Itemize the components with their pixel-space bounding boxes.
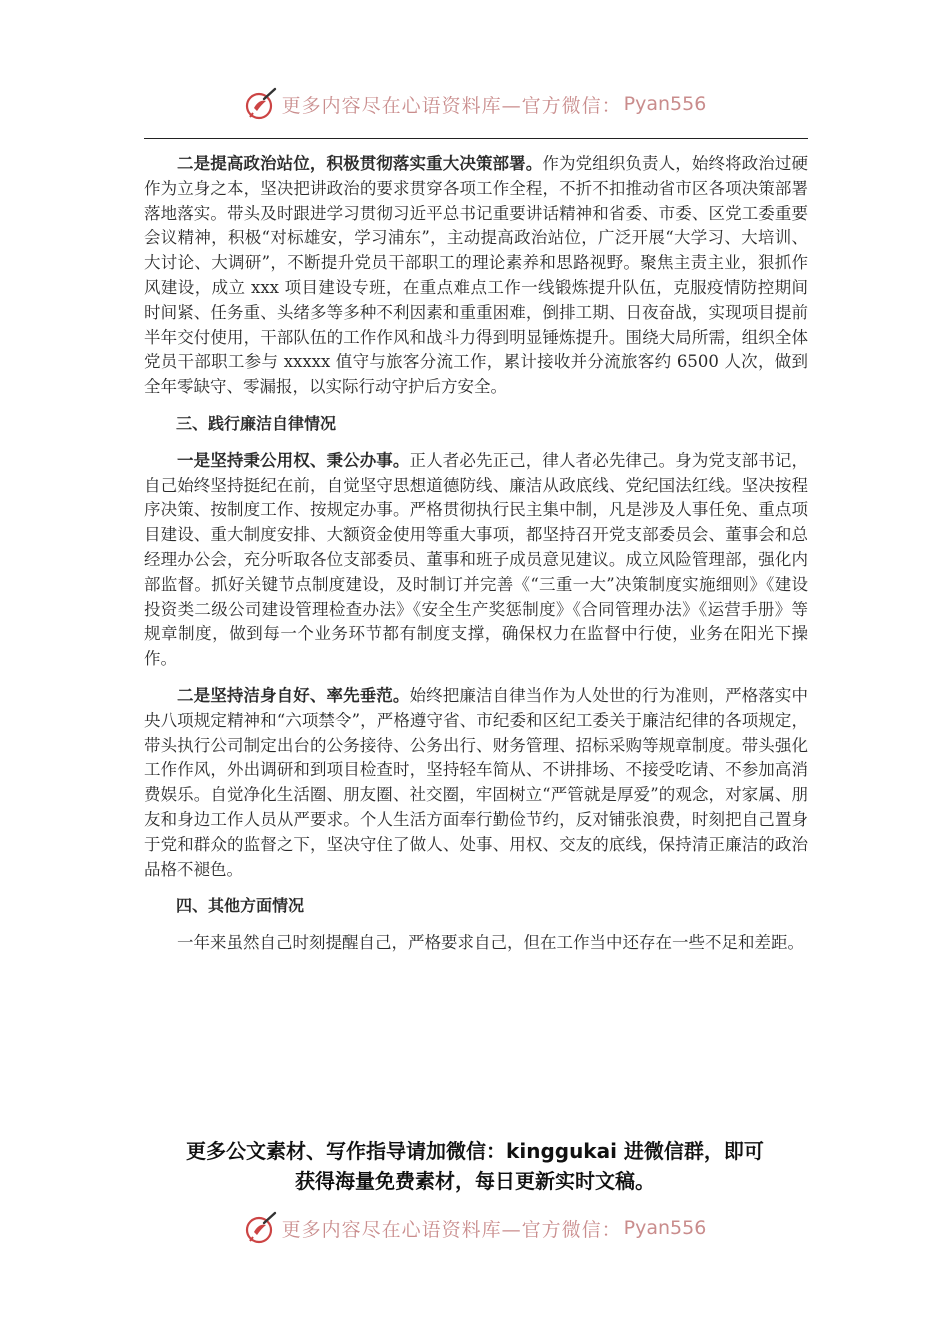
- section-heading: 四、其他方面情况: [176, 896, 305, 916]
- paragraph: [144, 449, 808, 672]
- wechat-id: Pyan556: [623, 93, 707, 115]
- section-heading: 三、践行廉洁自律情况: [176, 413, 337, 433]
- paragraph-text: 作为党组织负责人，始终将政治过硬作为立身之本，坚决把讲政治的要求贯穿各项工作全程，不折不扣推动省市区各项决策部署落地落实。带头及时跟进学习贯彻习近平总书记重要讲话精神和省委、市委、区党工委重要会议精神，积极“对标雄安，学习浦东”，主动提高政治站位，广泛开展“大学习、大培训、大讨论、大调研”，不断提升党员干部职工的理论素养和思路视野。聚焦主责主业，狠抓作风建设，成立 xxx 项目建设专班，在重点难点工作一线锻炼提升队伍，克服疫情防控期间时间紧、任务重、头绪多等多种不利因素和重重困难，倒排工期、日夜奋战，实现项目提前半年交付使用，干部队伍的工作作风和战斗力得到明显锤炼提升。围绕大局所需，组织全体党员干部职工参与 xxxxx 值守与旅客分流工作，累计接收并分流旅客约 6500 人次，做到全年零缺守、零漏报，以实际行动守护后方安全。: [144, 154, 809, 397]
- document-body: [144, 152, 808, 968]
- paragraph-text: 一年来虽然自己时刻提醒自己，严格要求自己，但在工作当中还存在一些不足和差距。: [177, 933, 804, 953]
- paragraph-lead: 二是坚持洁身自好、率先垂范。: [177, 685, 410, 705]
- paragraph: [144, 152, 808, 400]
- promo-line: 获得海量免费素材，每日更新实时文稿。: [295, 1169, 655, 1193]
- pen-logo-icon: [244, 1211, 278, 1245]
- promo-notice: [120, 1136, 830, 1196]
- paragraph: [144, 931, 808, 956]
- banner-text: 更多内容尽在心语资料库—官方微信：: [281, 94, 622, 117]
- paragraph-text: 始终把廉洁自律当作为人处世的行为准则，严格落实中央八项规定精神和“六项禁令”，严格遵守省、市纪委和区纪工委关于廉洁纪律的各项规定，带头执行公司制定出台的公务接待、公务出行、财务管理、招标采购等规章制度。带头强化工作作风，外出调研和到项目检查时，坚持轻车简从、不讲排场、不接受吃请、不参加高消费娱乐。自觉净化生活圈、朋友圈、社交圈，牢固树立“严管就是厚爱”的观念，对家属、朋友和身边工作人员从严要求。个人生活方面奉行勤俭节约，反对铺张浪费，时刻把自己置身于党和群众的监督之下，坚决守住了做人、处事、用权、交友的底线，保持清正廉洁的政治品格不褪色。: [144, 685, 809, 879]
- promo-line: 更多公文素材、写作指导请加微信：kinggukai 进微信群，即可: [186, 1139, 764, 1163]
- paragraph-text: 正人者必先正己，律人者必先律己。身为党支部书记，自己始终坚持挺纪在前，自觉坚守思想道德防线、廉洁从政底线、党纪国法红线。坚决按程序决策、按制度工作、按规定办事。严格贯彻执行民主集中制，凡是涉及人事任免、重点项目建设、重大制度安排、大额资金使用等重大事项，都坚持召开党支部委员会、董事会和总经理办公会，充分听取各位支部委员、董事和班子成员意见建议。成立风险管理部，强化内部监督。抓好关键节点制度建设，及时制订并完善《“三重一大”决策制度实施细则》《建设投资类二级公司建设管理检查办法》《安全生产奖惩制度》《合同管理办法》《运营手册》等规章制度，做到每一个业务环节都有制度支撑，确保权力在监督中行使，业务在阳光下操作。: [144, 450, 809, 669]
- header-banner: [0, 84, 950, 124]
- footer-banner: [0, 1208, 950, 1248]
- banner-text: 更多内容尽在心语资料库—官方微信：: [281, 1218, 622, 1241]
- paragraph-lead: 一是坚持秉公用权、秉公办事。: [177, 450, 410, 470]
- paragraph: [144, 684, 808, 882]
- header-divider: [144, 138, 808, 139]
- pen-logo-icon: [244, 87, 278, 121]
- paragraph-lead: 二是提高政治站位，积极贯彻落实重大决策部署。: [177, 154, 543, 173]
- wechat-id: Pyan556: [623, 1217, 707, 1239]
